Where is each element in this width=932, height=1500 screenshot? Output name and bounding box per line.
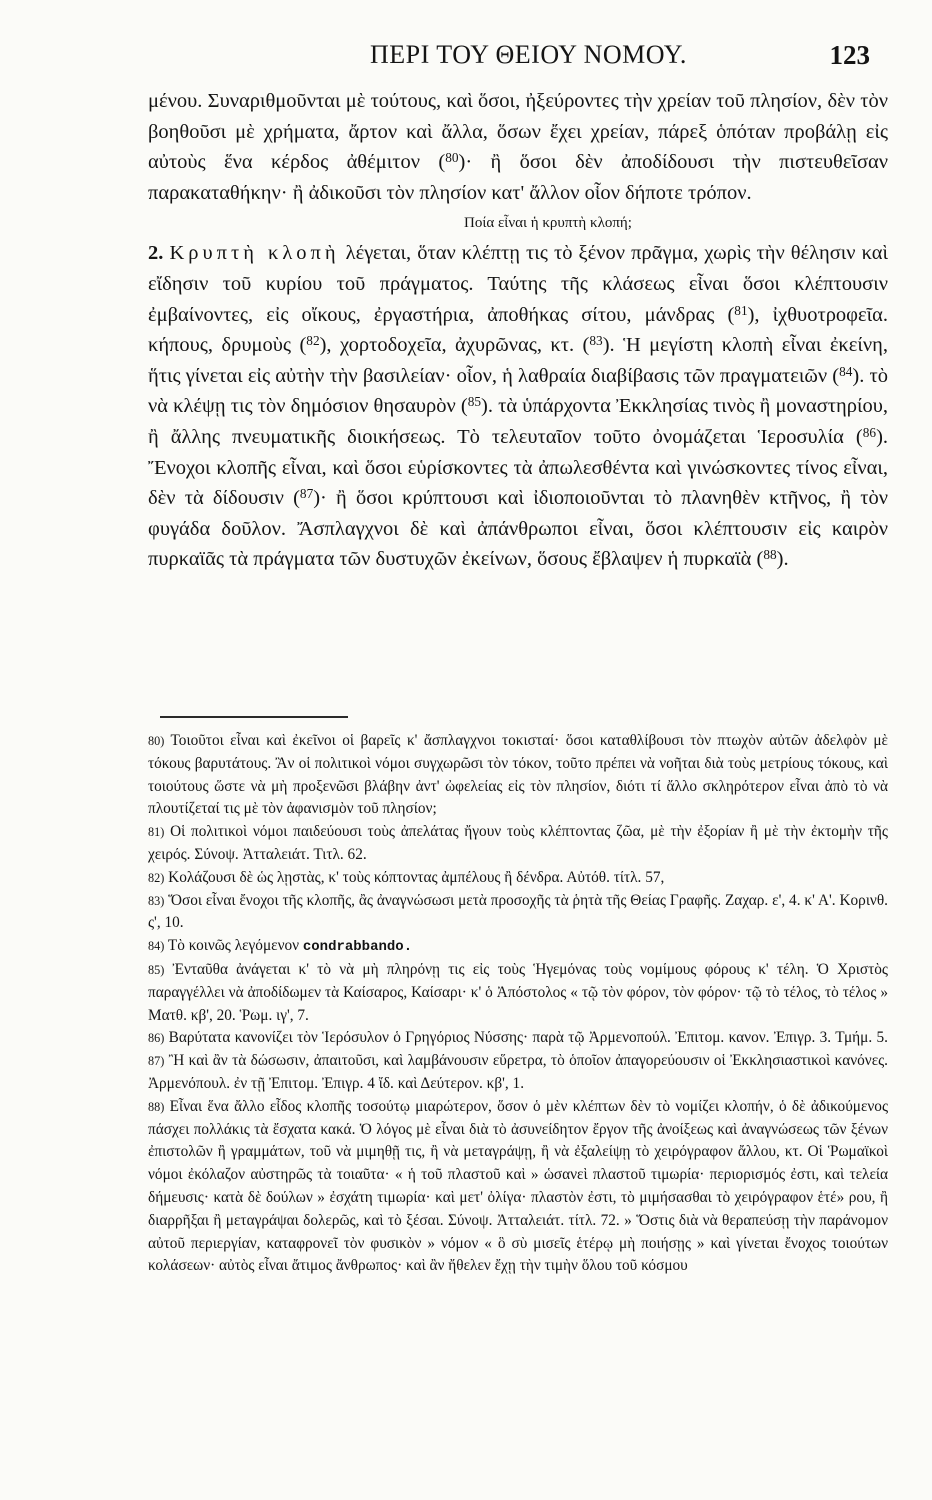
footnote-ref-84: 84: [839, 363, 853, 379]
main-text: [148, 86, 888, 575]
footnote-88: [148, 1096, 888, 1278]
footnote-text: Ὅσοι εἶναι ἔνοχοι τῆς κλοπῆς, ἂς ἀναγνώσωσι μετὰ προσοχῆς τὰ ῥητὰ τῆς Θείας Γραφῆς. Ζαχαρ. ε', 4. κ' Α'. Κορινθ. ς', 10.: [148, 891, 888, 932]
footnote-text: Ἐνταῦθα ἀνάγεται κ' τὸ νὰ μὴ πληρόνῃ τις εἰς τοὺς Ἡγεμόνας τοὺς νομίμους φόρους κ' τέλη. Ὁ Χριστὸς παραγγέλλει νὰ ἀποδίδωμεν τὰ Καίσαρος, Καίσαρι· κ' ὁ Ἀπόστολος « τῷ τὸν φόρον, τὸν φόρον· τῷ τὸ τέλος, τὸ τέλος » Ματθ. κβ', 20. Ῥωμ. ιγ', 7.: [148, 960, 888, 1024]
footnote-rule: [160, 716, 348, 718]
section-term: Κρυπτὴ κλοπὴ: [169, 242, 340, 265]
footnote-text: Βαρύτατα κανονίζει τὸν Ἱερόσυλον ὁ Γρηγόριος Νύσσης· παρὰ τῷ Ἀρμενοπούλ. Ἐπιτομ. κανον. Ἐπιγρ. 3. Τμήμ. 5.: [168, 1029, 889, 1047]
footnote-number: 82): [148, 870, 165, 885]
footnote-83: [148, 890, 888, 936]
footnote-latin-term: condrabbando.: [302, 939, 413, 956]
running-head: [150, 40, 870, 76]
footnote-84: [148, 935, 888, 959]
footnote-text: Οἱ πολιτικοὶ νόμοι παιδεύουσι τοὺς ἀπελάτας ἤγουν τοὺς κλέπτοντας ζῶα, μὲ τὴν ἐξορίαν ἢ μὲ τὴν ἐκτομὴν τῆς χειρός. Σύνοψ. Ἀτταλειάτ. Τιτλ. 62.: [148, 823, 888, 863]
footnote-number: 83): [148, 893, 165, 908]
footnote-ref-83: 83: [589, 333, 603, 349]
paragraph-section-2: [148, 238, 888, 575]
text-run: λέγεται, ὅταν κλέπτῃ τις τὸ ξένον πρᾶγμα, χωρὶς τὴν θέλησιν καὶ εἴδησιν τοῦ κυρίου τοῦ πράγματος. Ταύτης τῆς κλάσεως εἶναι ὅσοι κλέπτουσιν ἐμβαίνοντες, εἰς οἴκους, ἐργαστήρια, ἀποθήκας σίτου, μάνδρας (: [148, 242, 889, 326]
footnote-81: [148, 821, 888, 867]
text-run: )· ἢ ὅσοι κρύπτουσι καὶ ἰδιοποιοῦνται τὸ πλανηθὲν κτῆνος, ἢ τὸν φυγάδα δοῦλον. Ἄσπλαγχνοι δὲ καὶ ἀπάνθρωποι εἶναι, ὅσοι κλέπτουσιν εἰς καιρὸν πυρκαϊᾶς τὰ πράγματα τῶν δυστυχῶν ἐκείνων, ὅσους ἔβλαψεν ἡ πυρκαϊὰ (: [148, 487, 888, 571]
footnote-ref-87: 87: [299, 486, 314, 502]
footnotes: [148, 730, 888, 1278]
term-hierosylia: Ἱεροσυλία: [757, 425, 844, 448]
footnote-text: Εἶναι ἕνα ἄλλο εἶδος κλοπῆς τοσούτῳ μιαρώτερον, ὅσον ὁ μὲν κλέπτων δὲν τὸ νομίζει κλοπήν, ὁ δὲ ἀδικούμενος πάσχει πολλάκις τὰ ἔσχατα κακά. Ὁ λόγος μὲ εἶναι διὰ τὸ ἀσυνείδητον ἔργον τῆς ἀνοίξεως καὶ ἀναγνώσεως τῶν ξένων ἐπιστολῶν ἢ γραμμάτων, τοῦ νὰ μιμηθῇ τις, ἢ νὰ μεταγράψῃ, ἢ νὰ ἐξαλείψῃ τὸ χειρόγραφον ἄλλου, κτ. Οἱ Ῥωμαϊκοὶ νόμοι ἐκόλαζον αὐστηρῶς τὰ τοιαῦτα· « ἡ τοῦ πλαστοῦ καὶ » ὡσανεὶ πλαστοῦ τιμωρία· περιορισμός ἐστι, καὶ τελεία δήμευσις· κατὰ δὲ δούλων » ἐσχάτη τιμωρία· καὶ μετ' ὀλίγα· πλαστὸν ἐστι, τὸ μιμήσασθαι τὸ χειρόγραφον ἑτέ» ρου, ἢ διαρρῆξαι ἢ μεταγράψαι δολερῶς, καὶ τὸ ξέσαι. Σύνοψ. Ἀτταλειάτ. τίτλ. 72. » Ὅστις διὰ νὰ θεραπεύσῃ τὴν παράνομον αὐτοῦ περιεργίαν, καταφρονεῖ τὸν φυσικὸν » νόμον « ὃ σὺ μισεῖς ἑτέρῳ μὴ ποιήσῃς » καὶ γίνεται ἔνοχος τοιούτων κολάσεων· αὐτὸς εἶναι ἄτιμος ἄνθρωπος· καὶ ἂν ἤθελεν ἔχῃ τὴν τιμὴν ὅλου τοῦ κόσμου: [148, 1097, 889, 1275]
footnote-text: Τοιοῦτοι εἶναι καὶ ἐκεῖνοι οἱ βαρεῖς κ' ἄσπλαγχνοι τοκισταί· ὅσοι καταθλίβουσι τὸν πτωχὸν αὐτῶν ἀδελφὸν μὲ τόκους βαρυτάτους. Ἂν οἱ πολιτικοὶ νόμοι συγχωρῶσι τὸν τόκον, τοῦτο πρέπει νὰ νοῆται διὰ τοὺς μετρίους τόκους, καὶ τοιούτους ὥστε νὰ μὴ προξενῶσι βλάβην ἀντ' ὠφελείας εἰς τὸν πλησίον, διότι τί ἄλλο σκληρότερον εἶναι ἀπὸ τὸ νὰ πλουτίζεταί τις μὲ τὸν ἀφανισμὸν τοῦ πλησίον;: [148, 732, 888, 818]
text-run: ), χορτοδοχεῖα, ἀχυρῶνας, κτ. (: [319, 334, 590, 357]
text-run: ).: [776, 548, 789, 571]
footnote-ref-86: 86: [862, 424, 877, 440]
footnote-ref-81: 81: [734, 302, 748, 318]
footnote-text: Ἢ καὶ ἂν τὰ δώσωσιν, ἀπαιτοῦσι, καὶ λαμβάνουσιν εὕρετρα, τὸ ὁποῖον ἀπαγορεύουσιν οἱ Ἐκκλησιαστικοὶ κανόνες. Ἀρμενόπουλ. ἐν τῇ Ἐπιτομ. Ἐπιγρ. 4 ἴδ. καὶ Δεύτερον. κβ', 1.: [148, 1052, 888, 1092]
footnote-number: 86): [148, 1031, 165, 1046]
footnote-82: [148, 867, 888, 890]
footnote-number: 87): [148, 1054, 165, 1069]
footnote-number: 81): [148, 825, 165, 840]
footnote-80: [148, 730, 888, 821]
footnote-ref-82: 82: [306, 333, 320, 349]
footnote-ref-85: 85: [467, 394, 482, 410]
footnote-86-87: [148, 1027, 888, 1095]
footnote-number: 80): [148, 734, 165, 748]
text-run: ). τὸ νὰ κλέψῃ τις τὸν δημόσιον θησαυρὸν (: [148, 364, 888, 418]
section-question: Ποία εἶναι ἡ κρυπτὴ κλοπή;: [464, 215, 632, 232]
text-run: ). Ἡ μεγίστη κλοπὴ εἶναι ἐκείνη, ἥτις γίνεται εἰς αὐτὴν τὴν βασιλείαν· οἷον, ἡ λαθραία διαβίβασις τῶν πραγματειῶν (: [148, 334, 888, 387]
text-run: μένου. Συναριθμοῦνται μὲ τούτους, καὶ ὅσοι, ἠξεύροντες τὴν χρείαν τοῦ πλησίον, δὲν τὸν βοηθοῦσι μὲ χρήματα, ἄρτον καὶ ἄλλα, ὅσων ἔχει χρείαν, πάρεξ ὁπόταν προβάλῃ εἰς αὐτοὺς ἕνα κέρδος ἀθέμιτον (: [148, 90, 888, 174]
text-run: ), ἰχθυοτροφεῖα. κήπους, δρυμοὺς (: [148, 303, 888, 357]
text-run: )· ἢ ὅσοι δὲν ἀποδίδουσι τὴν πιστευθεῖσαν παρακαταθήκην· ἢ ἀδικοῦσι τὸν πλησίον κατ' ἄλλον οἷον δήποτε τρόπον.: [148, 151, 888, 204]
footnote-number: 85): [148, 962, 165, 977]
page-number: 123: [829, 40, 870, 70]
footnote-85: [148, 959, 888, 1027]
footnote-text: Κολάζουσι δὲ ὡς λῃστὰς, κ' τοὺς κόπτοντας ἀμπέλους ἢ δένδρα. Αὐτόθ. τίτλ. 57,: [168, 868, 665, 886]
footnote-ref-80: 80: [445, 150, 459, 166]
section-number: 2.: [148, 242, 164, 265]
footnote-number: 88): [148, 1099, 165, 1114]
text-run: ). τὰ ὑπάρχοντα Ἐκκλησίας τινὸς ἢ μοναστηρίου, ἢ ἄλλης πνευματικῆς διοικήσεως. Τὸ τελευταῖον τοῦτο ὀνομάζεται: [148, 395, 888, 448]
paragraph-continuation: [148, 86, 888, 208]
text-run: ). Ἔνοχοι κλοπῆς εἶναι, καὶ ὅσοι εὑρίσκοντες τὰ ἀπωλεσθέντα καὶ γινώσκοντες τίνος εἶναι, δὲν τὰ δίδουσιν (: [148, 425, 889, 510]
running-title: ΠΕΡΙ ΤΟΥ ΘΕΙΟΥ ΝΟΜΟΥ.: [370, 40, 687, 69]
footnote-number: 84): [148, 939, 165, 954]
footnote-ref-88: 88: [763, 547, 777, 563]
text-run: (: [843, 425, 863, 448]
footnote-text: Τὸ κοινῶς λεγόμενον: [167, 937, 303, 955]
